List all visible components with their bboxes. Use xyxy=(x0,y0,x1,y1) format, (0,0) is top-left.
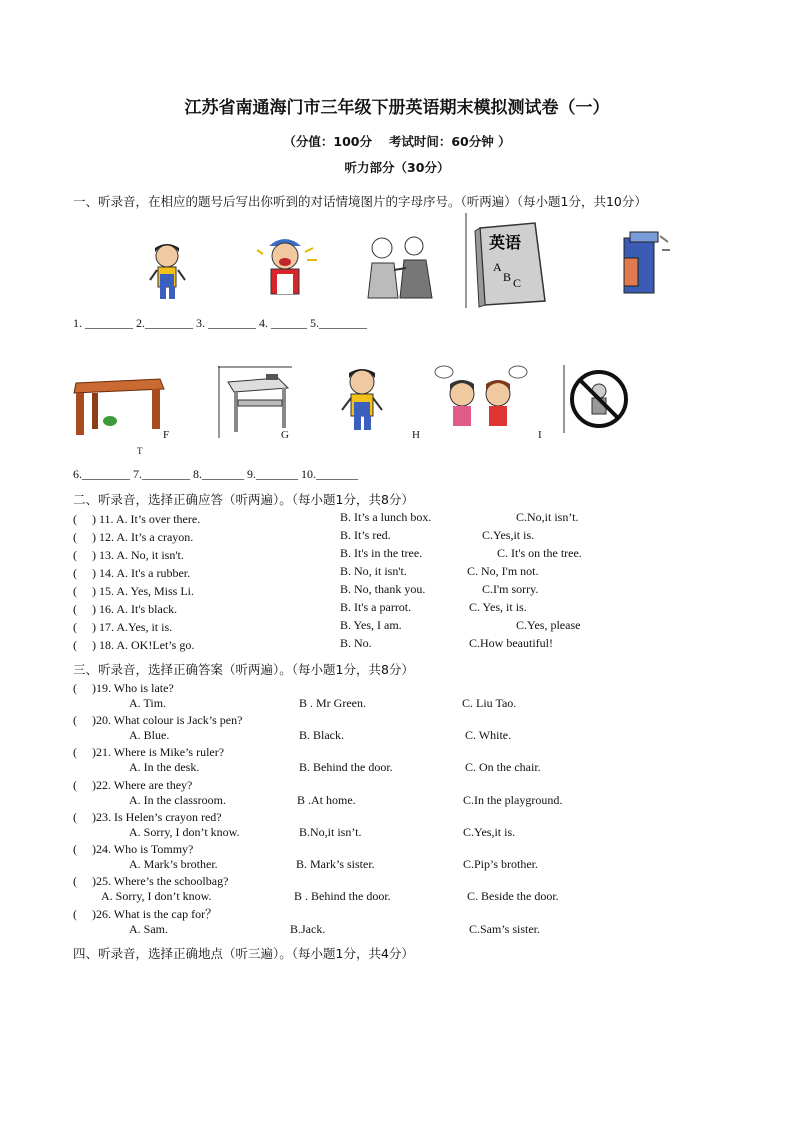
option-c: C. No, I'm not. xyxy=(467,564,539,578)
section3-question[interactable]: ( )24. Who is Tommy? xyxy=(73,842,194,856)
book-letter-c: C xyxy=(513,276,522,290)
answer-blanks-1-5[interactable]: 1. ________ 2.________ 3. ________ 4. ______ 5.________ xyxy=(73,316,367,330)
option-b: B . Mr Green. xyxy=(299,696,366,710)
question-stem-option-a: ( ) 17. A.Yes, it is. xyxy=(73,620,173,634)
option-a: A. Sorry, I don’t know. xyxy=(101,889,212,903)
option-b: B. Black. xyxy=(299,728,344,742)
option-b: B . Behind the door. xyxy=(294,889,391,903)
option-b: B. No, it isn't. xyxy=(340,564,407,578)
option-b: B. Mark’s sister. xyxy=(296,857,375,871)
option-c: C. Beside the door. xyxy=(467,889,559,903)
section2-question-row[interactable] xyxy=(73,600,733,618)
option-b: B. Yes, I am. xyxy=(340,618,402,632)
option-b: B. Behind the door. xyxy=(299,760,393,774)
section4-heading: 四、听录音，选择正确地点（听三遍）。（每小题1分，共4分） xyxy=(73,946,414,961)
picture-letter-h: H xyxy=(412,429,420,441)
question-stem-option-a: ( ) 15. A. Yes, Miss Li. xyxy=(73,584,195,598)
section2-heading: 二、听录音，选择正确应答（听两遍）。（每小题1分，共8分） xyxy=(73,492,414,507)
option-c: C.No,it isn’t. xyxy=(516,510,579,524)
small-letter-t: T xyxy=(137,446,143,456)
question-stem-option-a: ( ) 12. A. It’s a crayon. xyxy=(73,530,194,544)
option-c: C.In the playground. xyxy=(463,793,563,807)
option-c: C.Pip’s brother. xyxy=(463,857,539,871)
option-a: A. Blue. xyxy=(129,728,170,742)
option-a: A. Sorry, I don’t know. xyxy=(129,825,240,839)
option-a: A. Sam. xyxy=(129,922,168,936)
section2-question-row[interactable] xyxy=(73,528,733,546)
question-stem-option-a: ( ) 13. A. No, it isn't. xyxy=(73,548,184,562)
section2-question-row[interactable] xyxy=(73,636,733,654)
option-b: B. It's a parrot. xyxy=(340,600,412,614)
two-girls-talking-picture xyxy=(432,362,532,437)
option-c: C.Yes,it is. xyxy=(482,528,535,542)
section2-question-row[interactable] xyxy=(73,582,733,600)
school-desk-picture xyxy=(218,366,293,438)
section3-question[interactable]: ( )22. Where are they? xyxy=(73,778,193,792)
option-b: B. No, thank you. xyxy=(340,582,426,596)
option-b: B.No,it isn’t. xyxy=(299,825,362,839)
option-c: C.I'm sorry. xyxy=(482,582,539,596)
section3-question[interactable]: ( )19. Who is late? xyxy=(73,681,174,695)
section2-question-row[interactable] xyxy=(73,510,733,528)
option-b: B. No. xyxy=(340,636,372,650)
option-c: C. On the chair. xyxy=(465,760,541,774)
no-sign-picture xyxy=(563,365,635,433)
part-heading: 听力部分（30分） xyxy=(344,160,450,175)
question-stem-option-a: ( ) 18. A. OK!Let’s go. xyxy=(73,638,195,652)
option-c: C. Liu Tao. xyxy=(462,696,517,710)
option-c: C.How beautiful! xyxy=(469,636,553,650)
section2-question-row[interactable] xyxy=(73,618,733,636)
section3-question[interactable]: ( )20. What colour is Jack’s pen? xyxy=(73,713,243,727)
option-a: A. In the desk. xyxy=(129,760,200,774)
question-stem-option-a: ( ) 11. A. It’s over there. xyxy=(73,512,201,526)
section3-question[interactable]: ( )23. Is Helen’s crayon red? xyxy=(73,810,222,824)
option-c: C.Yes,it is. xyxy=(463,825,516,839)
option-b: B.Jack. xyxy=(290,922,326,936)
option-c: C.Yes, please xyxy=(516,618,581,632)
section3-heading: 三、听录音，选择正确答案（听两遍）。（每小题1分，共8分） xyxy=(73,662,414,677)
option-c: C.Sam’s sister. xyxy=(469,922,541,936)
score-time-line: （分值：100分 考试时间：60分钟 ） xyxy=(283,134,511,149)
section3-question[interactable]: ( )21. Where is Mike’s ruler? xyxy=(73,745,225,759)
section2-question-row[interactable] xyxy=(73,564,733,582)
two-people-talking-picture xyxy=(362,228,436,300)
section3-question[interactable]: ( )25. Where’s the schoolbag? xyxy=(73,874,229,888)
picture-letter-f: F xyxy=(163,429,170,441)
picture-letter-g: G xyxy=(281,429,289,441)
option-a: A. In the classroom. xyxy=(129,793,226,807)
option-c: C. Yes, it is. xyxy=(469,600,527,614)
desk-with-object-picture xyxy=(72,373,167,438)
book-letter-a: A xyxy=(493,260,502,274)
page-title: 江苏省南通海门市三年级下册英语期末模拟测试卷（一） xyxy=(184,98,610,118)
option-c: C. White. xyxy=(465,728,512,742)
picture-letter-i: I xyxy=(538,429,542,441)
question-stem-option-a: ( ) 14. A. It's a rubber. xyxy=(73,566,191,580)
book-title-text: 英语 xyxy=(489,233,522,252)
option-b: B. It's in the tree. xyxy=(340,546,423,560)
option-a: A. Mark’s brother. xyxy=(129,857,218,871)
boy-standing-picture xyxy=(145,240,190,305)
section1-heading: 一、听录音，在相应的题号后写出你听到的对话情境图片的字母序号。（听两遍）（每小题1分，共10分） xyxy=(73,194,647,209)
book-letter-b: B xyxy=(503,270,512,284)
closing-book-picture xyxy=(612,228,672,298)
option-b: B. It’s red. xyxy=(340,528,391,542)
section2-question-row[interactable] xyxy=(73,546,733,564)
option-a: A. Tim. xyxy=(129,696,167,710)
section3-question[interactable]: ( )26. What is the cap for？ xyxy=(73,907,218,921)
answer-blanks-6-10[interactable]: 6.________ 7.________ 8._______ 9._______ 10._______ xyxy=(73,467,358,481)
option-b: B. It’s a lunch box. xyxy=(340,510,432,524)
english-book-picture xyxy=(465,213,550,308)
question-stem-option-a: ( ) 16. A. It's black. xyxy=(73,602,178,616)
crying-boy-picture xyxy=(255,232,325,304)
option-c: C. It's on the tree. xyxy=(497,546,582,560)
option-b: B .At home. xyxy=(297,793,356,807)
boy-standing-picture-2 xyxy=(338,366,386,436)
